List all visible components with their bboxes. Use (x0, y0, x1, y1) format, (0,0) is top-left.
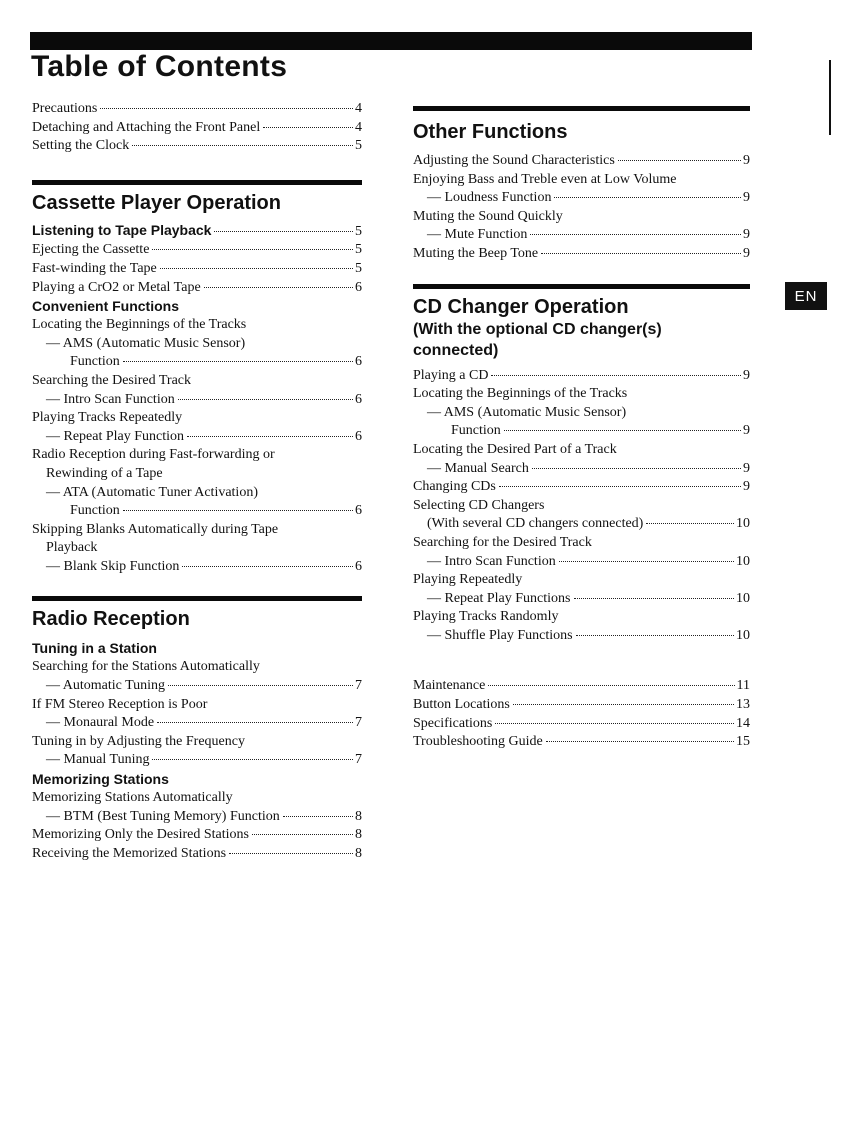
leader-dots (618, 160, 741, 161)
page-number: 14 (736, 715, 750, 731)
entry-title-cont: Playback (46, 540, 98, 556)
entry-title: Fast-winding the Tape (32, 260, 157, 276)
page-number: 9 (743, 367, 750, 383)
section-title-cassette: Cassette Player Operation (32, 191, 281, 214)
entry-title: Searching for the Desired Track (413, 534, 592, 550)
entry-title: Locating the Beginnings of the Tracks (413, 386, 628, 402)
toc-entry-monaural (32, 696, 362, 733)
toc-entry-cd-ams (413, 385, 750, 441)
page-number: 6 (355, 558, 362, 574)
entry-title: Locating the Beginnings of the Tracks (32, 317, 247, 333)
entry-title: Selecting CD Changers (413, 497, 545, 513)
page-number: 5 (355, 260, 362, 276)
page-number: 10 (736, 590, 750, 606)
leader-dots (283, 816, 353, 817)
entry-subtitle: — ATA (Automatic Tuner Activation) (46, 484, 258, 500)
entry-title: Playing Tracks Randomly (413, 609, 559, 625)
page-number: 9 (743, 423, 750, 439)
entry-title: Receiving the Memorized Stations (32, 845, 227, 861)
page-number: 15 (736, 734, 750, 750)
leader-dots (263, 127, 353, 128)
page-number: 7 (355, 752, 362, 768)
section-rule (32, 180, 362, 185)
page-number: 6 (355, 391, 362, 407)
entry-subtitle: — Monaural Mode (46, 715, 155, 731)
toc-entry-manual-search (413, 441, 750, 478)
entry-title: Specifications (413, 715, 493, 731)
entry-subtitle: — Mute Function (427, 227, 528, 243)
leader-dots (559, 561, 734, 562)
entry-title: Maintenance (413, 678, 486, 694)
toc-entry-front-panel (32, 119, 362, 138)
page-number: 6 (355, 428, 362, 444)
toc-entry-loudness (413, 171, 750, 208)
entry-subtitle: — Intro Scan Function (46, 391, 175, 407)
leader-dots (574, 598, 735, 599)
leader-dots (123, 361, 353, 362)
toc-entry-receiving-memorized (32, 845, 362, 864)
entry-title: Playing Repeatedly (413, 572, 523, 588)
leader-dots (152, 759, 353, 760)
entry-title: If FM Stereo Reception is Poor (32, 696, 208, 712)
toc-entry-cd-shuffle (413, 608, 750, 645)
section-rule (32, 596, 362, 601)
toc-entry-sound (413, 152, 750, 171)
entry-subtitle: Function (70, 503, 120, 519)
leader-dots (123, 510, 353, 511)
page-number: 9 (743, 190, 750, 206)
leader-dots (178, 399, 353, 400)
entry-title: Muting the Beep Tone (413, 245, 539, 261)
entry-title: Adjusting the Sound Characteristics (413, 153, 615, 168)
entry-subtitle: — Loudness Function (427, 190, 552, 206)
entry-title: Precautions (32, 101, 98, 116)
toc-entry-mute (413, 208, 750, 245)
entry-title: Detaching and Attaching the Front Panel (32, 119, 261, 135)
page-number: 11 (736, 678, 750, 694)
toc-entry-cd-intro-scan (413, 534, 750, 571)
entry-subtitle: — Blank Skip Function (46, 558, 180, 574)
subsection-heading: Memorizing Stations (32, 771, 169, 788)
toc-entry-playing-cd (413, 367, 750, 386)
toc-entry-blank-skip (32, 521, 362, 577)
section-title-cd: CD Changer Operation (413, 295, 629, 318)
toc-entry-btm (32, 789, 362, 826)
page-number: 8 (355, 827, 362, 843)
entry-title: Playing Tracks Repeatedly (32, 410, 183, 426)
page-number: 9 (743, 245, 750, 261)
entry-subtitle: — AMS (Automatic Music Sensor) (46, 335, 246, 351)
leader-dots (499, 486, 741, 487)
toc-entry-cd-repeat (413, 571, 750, 608)
entry-title: Muting the Sound Quickly (413, 208, 563, 224)
entry-subtitle: — Shuffle Play Functions (427, 627, 573, 643)
entry-title: Changing CDs (413, 479, 496, 495)
entry-title: Skipping Blanks Automatically during Tape (32, 521, 279, 537)
toc-entry-changing-cds (413, 478, 750, 497)
toc-entry-repeat-play (32, 409, 362, 446)
entry-title: Button Locations (413, 697, 510, 713)
leader-dots (229, 853, 353, 854)
leader-dots (204, 287, 353, 288)
leader-dots (214, 231, 353, 232)
entry-subtitle: — BTM (Best Tuning Memory) Function (46, 808, 280, 824)
toc-right-column (413, 100, 750, 752)
page-number: 8 (355, 808, 362, 824)
leader-dots (157, 722, 353, 723)
toc-entry-precautions (32, 100, 362, 119)
leader-dots (152, 249, 353, 250)
entry-subtitle: — Repeat Play Function (46, 428, 185, 444)
entry-title-cont: Rewinding of a Tape (46, 465, 163, 481)
page-number: 9 (743, 460, 750, 476)
leader-dots (576, 635, 734, 636)
section-rule (413, 284, 750, 289)
leader-dots (132, 145, 353, 146)
toc-entry-beep (413, 245, 750, 264)
entry-subtitle: — AMS (Automatic Music Sensor) (427, 404, 627, 420)
entry-subtitle: — Manual Tuning (46, 752, 150, 768)
leader-dots (541, 253, 741, 254)
leader-dots (495, 723, 734, 724)
section-subtitle: connected) (413, 341, 499, 359)
entry-subtitle: Function (70, 354, 120, 370)
entry-subtitle: — Automatic Tuning (46, 678, 166, 694)
page-number: 6 (355, 503, 362, 519)
toc-entry-ata (32, 446, 362, 520)
entry-subtitle: Function (451, 423, 501, 439)
section-title-other: Other Functions (413, 121, 568, 143)
toc-entry-manual-tuning (32, 733, 362, 770)
section-rule (413, 106, 750, 111)
entry-title: Enjoying Bass and Treble even at Low Volume (413, 171, 677, 187)
leader-dots (252, 834, 353, 835)
leader-dots (160, 268, 353, 269)
entry-title: Memorizing Only the Desired Stations (32, 827, 249, 843)
page-number: 13 (736, 697, 750, 713)
page-number: 9 (743, 227, 750, 243)
leader-dots (488, 685, 734, 686)
toc-entry-intro-scan (32, 372, 362, 409)
entry-title: Tuning in by Adjusting the Frequency (32, 733, 245, 749)
page-number: 5 (355, 138, 362, 154)
entry-subtitle: — Intro Scan Function (427, 553, 556, 569)
toc-entry-troubleshooting (413, 733, 750, 752)
page-number: 6 (355, 354, 362, 370)
page-number: 6 (355, 279, 362, 295)
page-number: 10 (736, 627, 750, 643)
toc-entry-listening (32, 221, 362, 242)
toc-entry-button-locations (413, 696, 750, 715)
leader-dots (513, 704, 734, 705)
language-badge: EN (785, 282, 827, 310)
subsection-heading: Tuning in a Station (32, 640, 157, 657)
page-title: Table of Contents (31, 50, 288, 83)
margin-mark (829, 60, 831, 135)
leader-dots (182, 566, 353, 567)
page-number: 9 (743, 479, 750, 495)
entry-subtitle: — Repeat Play Functions (427, 590, 571, 606)
page-number: 4 (355, 119, 362, 135)
page-number: 10 (736, 516, 750, 532)
entry-title: Searching the Desired Track (32, 372, 192, 388)
toc-entry-metal-tape (32, 279, 362, 298)
entry-title: Ejecting the Cassette (32, 242, 150, 258)
leader-dots (546, 741, 734, 742)
page-number: 5 (355, 242, 362, 258)
entry-title: Locating the Desired Part of a Track (413, 441, 617, 457)
entry-subtitle: (With several CD changers connected) (427, 516, 644, 532)
page-number: 9 (743, 153, 750, 168)
toc-entry-auto-tuning (32, 658, 362, 695)
entry-title: Memorizing Stations Automatically (32, 790, 233, 806)
entry-subtitle: — Manual Search (427, 460, 529, 476)
entry-title: Searching for the Stations Automatically (32, 659, 260, 675)
toc-entry-ams (32, 316, 362, 372)
page-number: 10 (736, 553, 750, 569)
leader-dots (168, 685, 353, 686)
section-title-radio: Radio Reception (32, 608, 190, 631)
toc-entry-maintenance (413, 677, 750, 696)
toc-entry-fast-winding (32, 260, 362, 279)
leader-dots (532, 468, 741, 469)
page-number: 5 (355, 223, 362, 239)
entry-title: Radio Reception during Fast-forwarding or (32, 447, 275, 463)
leader-dots (530, 234, 741, 235)
page-number: 8 (355, 845, 362, 861)
header-bar (30, 32, 752, 50)
section-subtitle: (With the optional CD changer(s) (413, 320, 662, 338)
entry-title: Playing a CrO2 or Metal Tape (32, 279, 201, 295)
toc-left-column (32, 100, 362, 863)
toc-entry-memorizing-desired (32, 826, 362, 845)
entry-title: Playing a CD (413, 367, 489, 383)
subsection-heading: Convenient Functions (32, 298, 179, 315)
leader-dots (554, 197, 741, 198)
page-number: 7 (355, 678, 362, 694)
leader-dots (100, 108, 353, 109)
entry-title: Troubleshooting Guide (413, 734, 543, 750)
toc-entry-selecting-changers (413, 497, 750, 534)
page-number: 4 (355, 101, 362, 116)
subsection-heading: Listening to Tape Playback (32, 221, 212, 238)
leader-dots (187, 436, 353, 437)
leader-dots (504, 430, 741, 431)
entry-title: Setting the Clock (32, 138, 130, 154)
page-number: 7 (355, 715, 362, 731)
toc-entry-specifications (413, 715, 750, 734)
leader-dots (491, 375, 741, 376)
leader-dots (646, 523, 734, 524)
toc-entry-clock (32, 137, 362, 156)
toc-entry-ejecting (32, 241, 362, 260)
